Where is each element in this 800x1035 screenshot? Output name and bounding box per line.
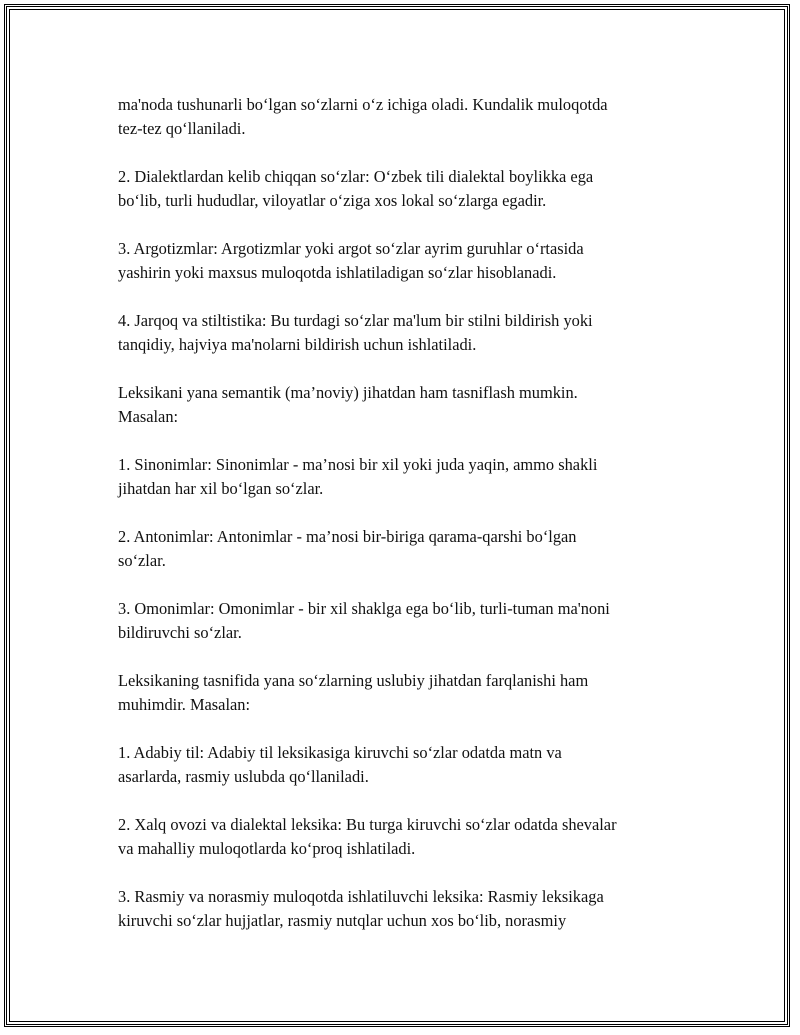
paragraph-synonyms: 1. Sinonimlar: Sinonimlar - ma’nosi bir xil yoki juda yaqin, ammo shakli jihatdan har xil bo‘lgan so‘zlar. <box>118 455 598 498</box>
paragraph-jargon-stylistics: 4. Jarqoq va stiltistika: Bu turdagi so‘zlar ma'lum bir stilni bildirish yoki tanqidiy, hajviya ma'nolarni bildirish uchun ishlatiladi. <box>118 311 593 354</box>
paragraph-antonyms: 2. Antonimlar: Antonimlar - ma’nosi bir-biriga qarama-qarshi bo‘lgan so‘zlar. <box>118 527 577 570</box>
paragraph-stylistic-intro: Leksikaning tasnifida yana so‘zlarning uslubiy jihatdan farqlanishi ham muhimdir. Masalan: <box>118 671 589 714</box>
paragraph-continuation: ma'noda tushunarli bo‘lgan so‘zlarni o‘z ichiga oladi. Kundalik muloqotda tez-tez qo‘llaniladi. <box>118 95 608 138</box>
paragraph-homonyms: 3. Omonimlar: Omonimlar - bir xil shaklga ega bo‘lib, turli-tuman ma'noni bildiruvchi so‘zlar. <box>118 599 610 642</box>
paragraph-formal-informal: 3. Rasmiy va norasmiy muloqotda ishlatiluvchi leksika: Rasmiy leksikaga kiruvchi so‘zlar hujjatlar, rasmiy nutqlar uchun xos bo‘lib, norasmiy <box>118 887 604 930</box>
paragraph-argotisms: 3. Argotizmlar: Argotizmlar yoki argot so‘zlar ayrim guruhlar o‘rtasida yashirin yoki maxsus muloqotda ishlatiladigan so‘zlar hisoblanadi. <box>118 239 584 282</box>
paragraph-dialect-words: 2. Dialektlardan kelib chiqqan so‘zlar: O‘zbek tili dialektal boylikka ega bo‘lib, turli hududlar, viloyatlar o‘ziga xos lokal so‘zlarga egadir. <box>118 167 594 210</box>
paragraph-semantic-intro: Leksikani yana semantik (ma’noviy) jihatdan ham tasniflash mumkin. Masalan: <box>118 383 578 426</box>
paragraph-literary-language: 1. Adabiy til: Adabiy til leksikasiga kiruvchi so‘zlar odatda matn va asarlarda, rasmiy uslubda qo‘llaniladi. <box>118 743 562 786</box>
paragraph-folk-dialectal: 2. Xalq ovozi va dialektal leksika: Bu turga kiruvchi so‘zlar odatda shevalar va mahalliy muloqotlarda ko‘proq ishlatiladi. <box>118 815 617 858</box>
document-body <box>118 93 693 933</box>
